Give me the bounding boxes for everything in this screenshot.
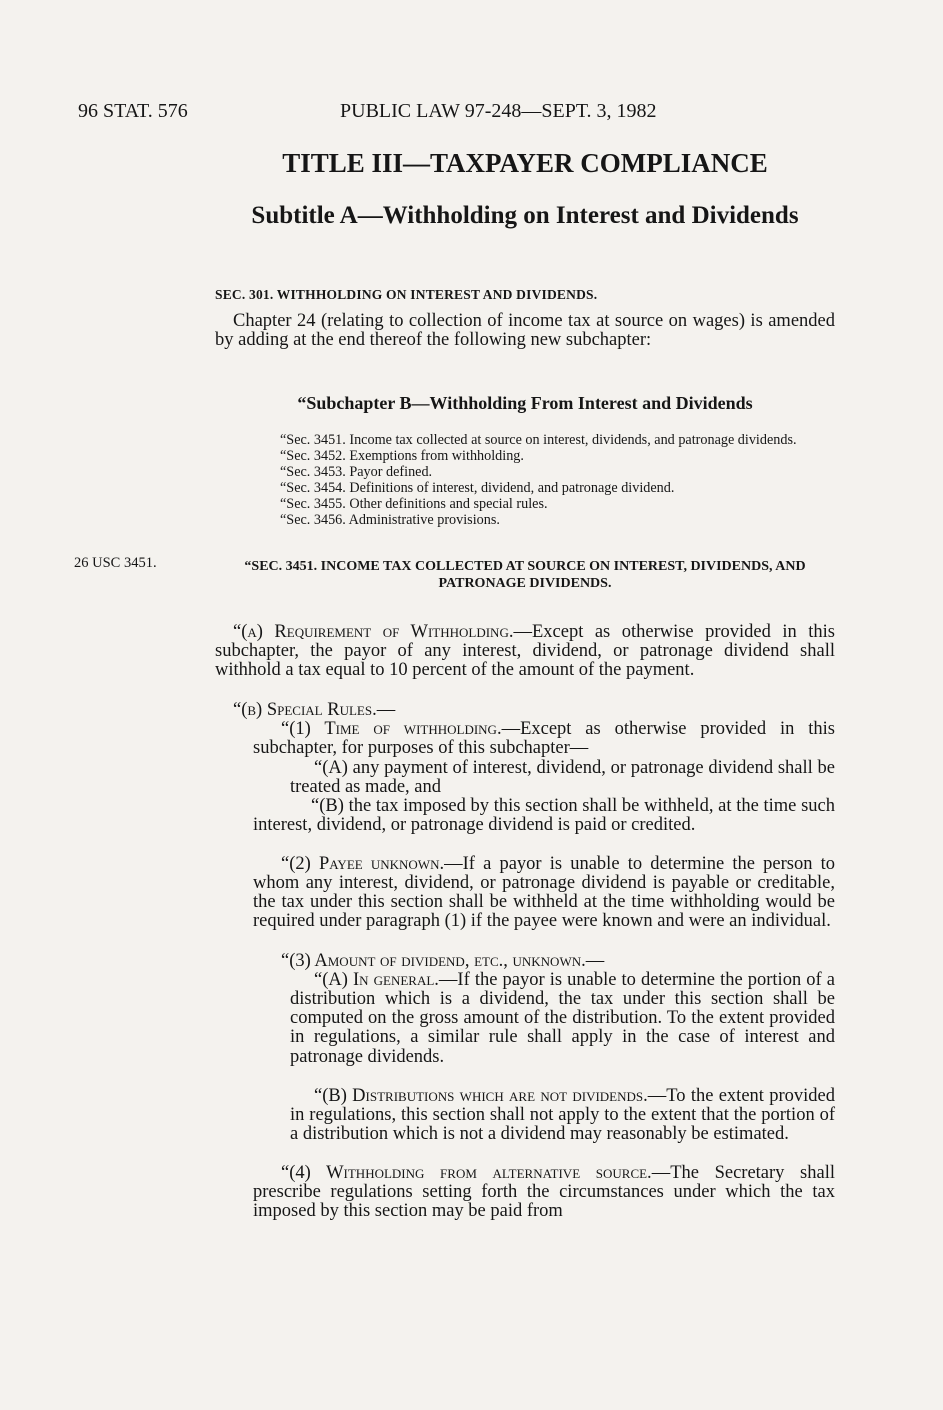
paragraph-b2-text: —If a payor is unable to determine the person to whom any interest, dividend, or patronage dividend is payable or creditable, the tax under this section shall be withheld at the time withholding would be required under paragraph (1) if the payee were known and were an individual.: [253, 853, 835, 932]
toc-section-title: Income tax collected at source on interest, dividends, and patronage dividends.: [349, 432, 797, 448]
toc-section-number: “Sec. 3456.: [280, 512, 346, 528]
section-3451-heading: “SEC. 3451. INCOME TAX COLLECTED AT SOURCE ON INTEREST, DIVIDENDS, AND PATRONAGE DIVIDENDS.: [244, 559, 806, 591]
paragraph-b1a: “(A) any payment of interest, dividend, or patronage dividend shall be treated as made, and: [290, 757, 835, 797]
margin-citation: 26 USC 3451.: [74, 555, 157, 571]
paragraph-b4: [253, 1164, 835, 1222]
paragraph-b3b-label: “(B) Distributions which are not dividends.: [314, 1085, 648, 1106]
paragraph-b3a-label: “(A) In general.: [314, 969, 439, 990]
paragraph-b: [215, 701, 835, 720]
paragraph-b1-label: “(1) Time of withholding.: [281, 718, 502, 739]
toc-section-number: “Sec. 3451.: [280, 432, 346, 448]
paragraph-b2: [253, 855, 835, 932]
paragraph-b3a-text: —If the payor is unable to determine the portion of a distribution which is a dividend, the tax under this section shall be computed on the gross amount of the distribution. To the extent provided in regulations, a similar rule shall apply in the case of interest and patronage dividends.: [290, 969, 835, 1067]
paragraph-b4-label: “(4) Withholding from alternative source.: [281, 1162, 652, 1183]
paragraph-b1: [253, 720, 835, 759]
paragraph-b2-label: “(2) Payee unknown.: [281, 853, 445, 874]
toc-section-number: “Sec. 3452.: [280, 448, 346, 464]
statute-page-number: 96 STAT. 576: [78, 100, 188, 122]
table-of-sections: [280, 432, 835, 528]
paragraph-b3-text: —: [585, 950, 605, 971]
paragraph-a-text: —Except as otherwise provided in this subchapter, the payor of any interest, dividend, or patronage dividend shall withhold a tax equal to 10 percent of the amount of the payment.: [215, 621, 835, 681]
toc-row: [280, 448, 835, 464]
toc-row: [280, 496, 835, 512]
paragraph-b4-text: —The Secretary shall prescribe regulations setting forth the circumstances under which the tax imposed by this section may be paid from: [253, 1162, 835, 1222]
paragraph-a: [215, 623, 835, 681]
paragraph-a-label: “(a) Requirement of Withholding.: [233, 621, 514, 642]
paragraph-b3b: [290, 1087, 835, 1145]
paragraph-b3b-text: —To the extent provided in regulations, this section shall not apply to the extent that the portion of a distribution which is not a dividend may reasonably be estimated.: [290, 1085, 835, 1145]
toc-section-title: Exemptions from withholding.: [349, 448, 524, 464]
subtitle-heading: Subtitle A—Withholding on Interest and Dividends: [251, 202, 799, 229]
paragraph-b-text: —: [376, 699, 396, 720]
toc-section-title: Payor defined.: [349, 464, 433, 480]
toc-row: [280, 432, 835, 448]
toc-row: [280, 512, 835, 528]
paragraph-b1-text: —Except as otherwise provided in this subchapter, for purposes of this subchapter—: [253, 718, 836, 758]
toc-row: [280, 464, 835, 480]
title-heading: TITLE III—TAXPAYER COMPLIANCE: [282, 148, 768, 178]
intro-paragraph: Chapter 24 (relating to collection of income tax at source on wages) is amended by adding at the end thereof the following new subchapter:: [215, 311, 835, 351]
toc-section-number: “Sec. 3455.: [280, 496, 346, 512]
paragraph-b3a: [290, 971, 835, 1067]
toc-section-number: “Sec. 3454.: [280, 480, 346, 496]
paragraph-b3: [253, 952, 835, 971]
section-301-heading: SEC. 301. WITHHOLDING ON INTEREST AND DIVIDENDS.: [215, 287, 598, 302]
paragraph-b-label: “(b) Special Rules.: [233, 699, 377, 720]
subchapter-heading: “Subchapter B—Withholding From Interest and Dividends: [297, 393, 753, 413]
toc-section-title: Definitions of interest, dividend, and patronage dividend.: [349, 480, 675, 496]
paragraph-b3-label: “(3) Amount of dividend, etc., unknown.: [281, 950, 586, 971]
toc-section-title: Other definitions and special rules.: [349, 496, 548, 512]
running-header: PUBLIC LAW 97-248—SEPT. 3, 1982: [340, 100, 657, 122]
toc-row: [280, 480, 835, 496]
toc-section-number: “Sec. 3453.: [280, 464, 346, 480]
paragraph-b1b: “(B) the tax imposed by this section shall be withheld, at the time such interest, dividend, or patronage dividend is paid or credited.: [253, 795, 835, 835]
toc-section-title: Administrative provisions.: [348, 512, 500, 528]
